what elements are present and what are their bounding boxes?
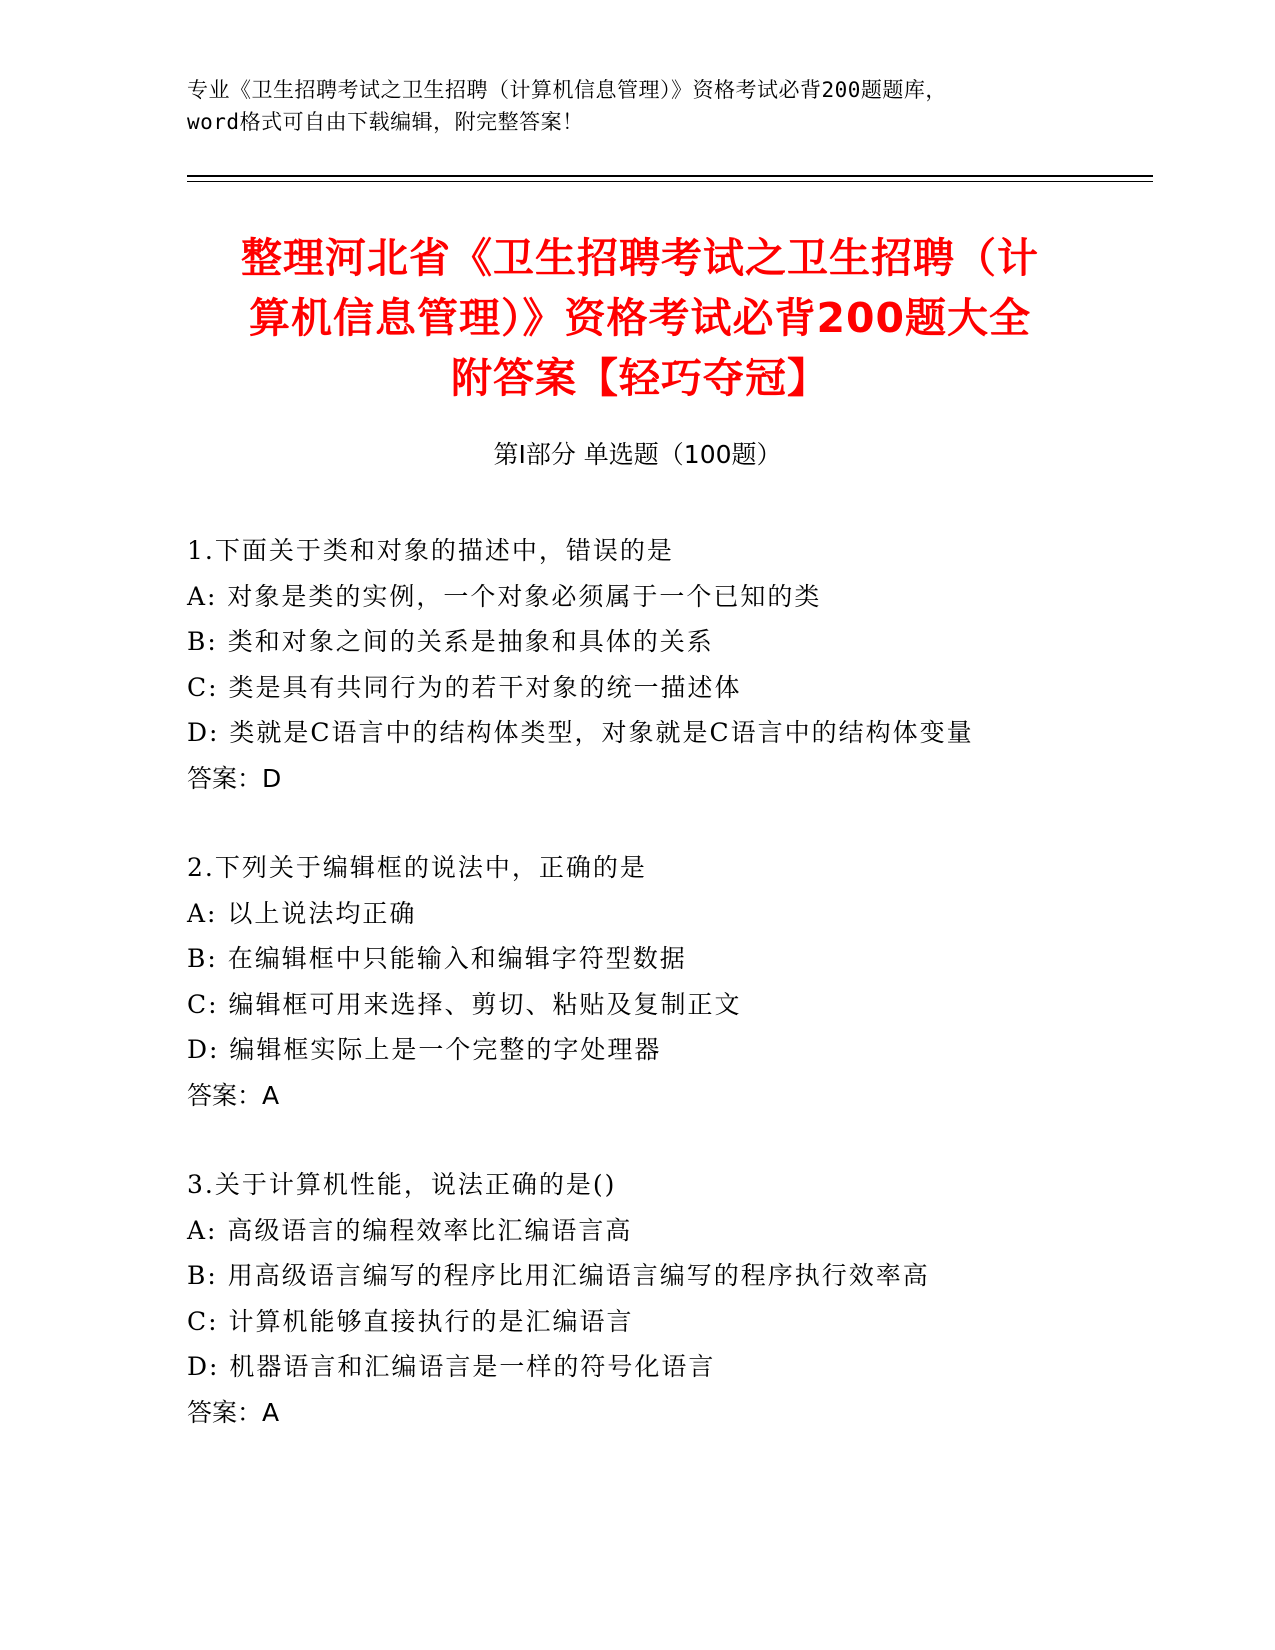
option-c: C: 编辑框可用来选择、剪切、粘贴及复制正文: [187, 989, 742, 1019]
section-title: 第I部分 单选题（100题）: [493, 440, 782, 469]
header-divider-thin: [187, 181, 1153, 182]
document-title-line-1: 整理河北省《卫生招聘考试之卫生招聘（计: [241, 234, 1039, 282]
option-b: B: 用高级语言编写的程序比用汇编语言编写的程序执行效率高: [187, 1261, 930, 1290]
option-c: C: 类是具有共同行为的若干对象的统一描述体: [187, 672, 742, 702]
question-list: [187, 528, 1137, 1479]
document-title-line-2: 算机信息管理）》资格考试必背200题大全: [248, 294, 1032, 342]
document-title: [180, 228, 1100, 408]
option-b: B: 在编辑框中只能输入和编辑字符型数据: [187, 944, 687, 973]
header-note: [187, 74, 1087, 138]
question-item: [187, 528, 1137, 801]
header-note-line-2: word格式可自由下载编辑，附完整答案！: [187, 110, 584, 134]
option-a: A: 以上说法均正确: [187, 898, 417, 928]
answer: 答案：A: [187, 1397, 280, 1427]
answer: 答案：A: [187, 1080, 280, 1110]
question-stem: 1.下面关于类和对象的描述中，错误的是: [187, 536, 674, 565]
option-c: C: 计算机能够直接执行的是汇编语言: [187, 1306, 634, 1336]
option-d: D: 类就是C语言中的结构体类型，对象就是C语言中的结构体变量: [187, 718, 974, 747]
option-d: D: 编辑框实际上是一个完整的字处理器: [187, 1035, 662, 1064]
question-stem: 3.关于计算机性能，说法正确的是(): [187, 1170, 617, 1199]
document-title-line-3: 附答案【轻巧夺冠】: [451, 354, 829, 402]
question-item: [187, 845, 1137, 1118]
question-item: [187, 1162, 1137, 1435]
question-stem: 2.下列关于编辑框的说法中，正确的是: [187, 853, 647, 882]
option-a: A: 高级语言的编程效率比汇编语言高: [187, 1215, 633, 1245]
answer: 答案：D: [187, 763, 282, 793]
header-divider-thick: [187, 175, 1153, 177]
option-a: A: 对象是类的实例，一个对象必须属于一个已知的类: [187, 581, 822, 611]
option-d: D: 机器语言和汇编语言是一样的符号化语言: [187, 1352, 716, 1381]
header-note-line-1: 专业《卫生招聘考试之卫生招聘（计算机信息管理）》资格考试必背200题题库，: [187, 78, 947, 102]
option-b: B: 类和对象之间的关系是抽象和具体的关系: [187, 627, 714, 656]
